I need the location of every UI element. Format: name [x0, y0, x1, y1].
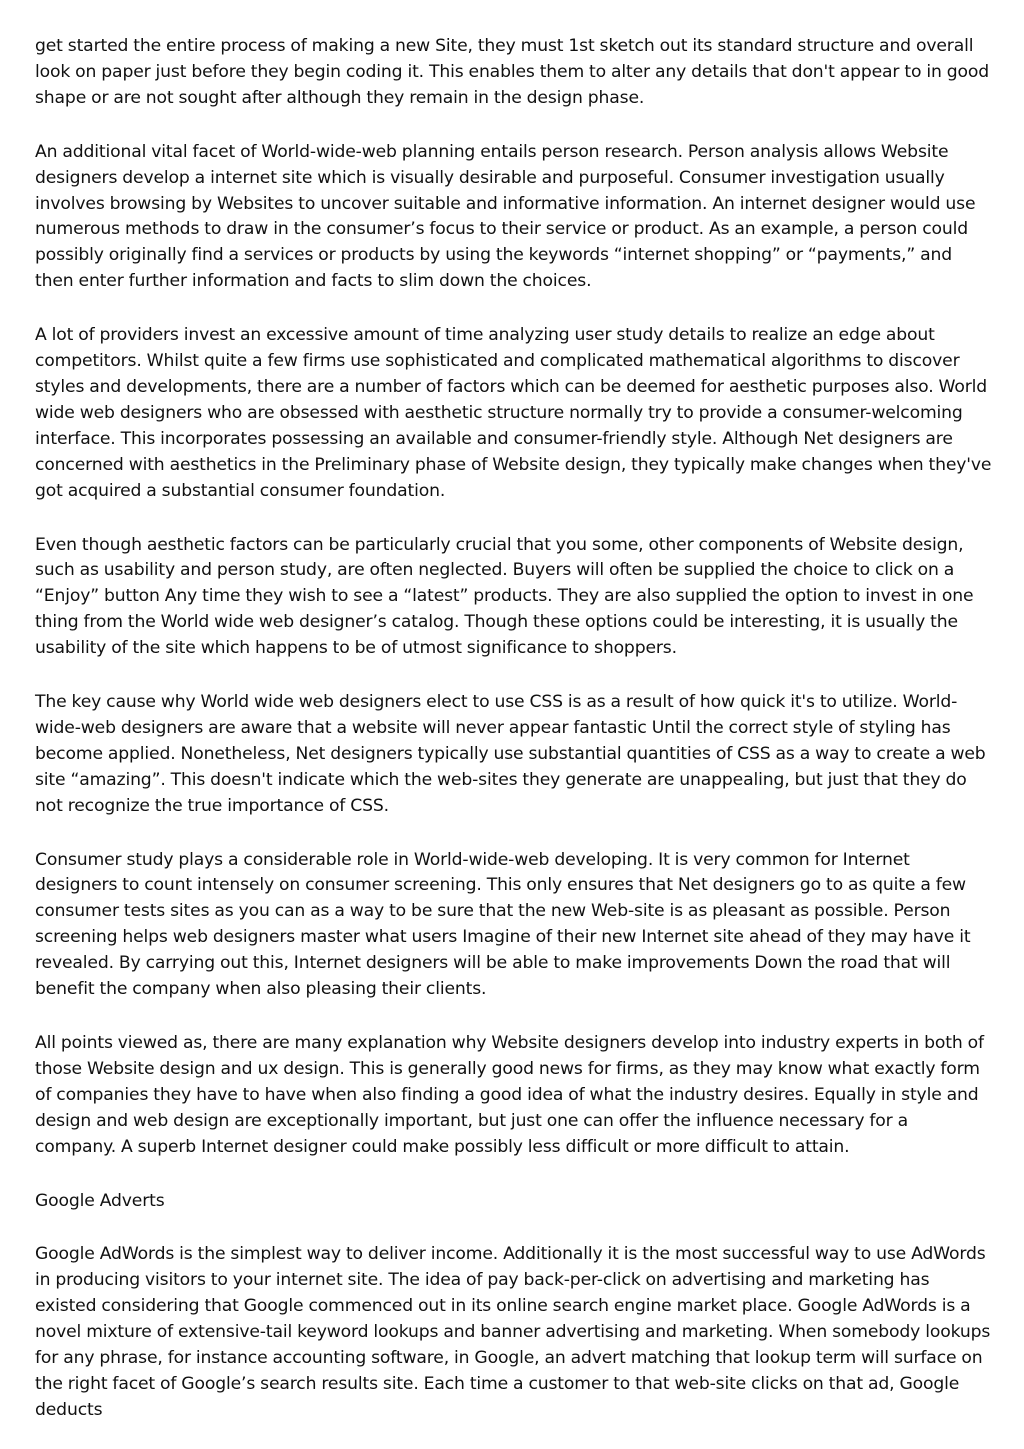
- paragraph-css-usage: The key cause why World wide web designers elect to use CSS is as a result of how quick it's to utilize. World-wide-web designers are aware that a website will never appear fantastic Until the correct style of styling has become applied. Nonetheless, Net designers typically use substantial quantities of CSS as a way to create a web site “amazing”. This doesn't indicate which the web-sites they generate are unappealing, but just that they do not recognize the true importance of CSS.: [35, 692, 986, 816]
- paragraph-person-research: An additional vital facet of World-wide-web planning entails person research. Person analysis allows Website designers develop a internet site which is visually desirable and purposeful. Consumer investigation usually involves browsing by Websites to uncover suitable and informative information. An internet designer would use numerous methods to draw in the consumer’s focus to their service or product. As an example, a person could possibly originally find a services or products by using the keywords “internet shopping” or “payments,” and then enter further information and facts to slim down the choices.: [35, 141, 976, 292]
- paragraph-design-phase: get started the entire process of making a new Site, they must 1st sketch out its standard structure and overall look on paper just before they begin coding it. This enables them to alter any details that don't appear to in good shape or are not sought after although they remain in the design phase.: [35, 36, 989, 108]
- paragraph-industry-experts: All points viewed as, there are many explanation why Website designers develop into industry experts in both of those Website design and ux design. This is generally good news for firms, as they may know what exactly form of companies they have to have when also finding a good idea of what the industry desires. Equally in style and design and web design are exceptionally important, but just one can offer the influence necessary for a company. A superb Internet designer could make possibly less difficult or more difficult to attain.: [35, 1033, 984, 1157]
- paragraph-user-study-details: A lot of providers invest an excessive amount of time analyzing user study details to realize an edge about competitors. Whilst quite a few firms use sophisticated and complicated mathematical algorithms to discover styles and developments, there are a number of factors which can be deemed for aesthetic purposes also. World wide web designers who are obsessed with aesthetic structure normally try to provide a consumer-welcoming interface. This incorporates possessing an available and consumer-friendly style. Although Net designers are concerned with aesthetics in the Preliminary phase of Website design, they typically make changes when they've got acquired a substantial consumer foundation.: [35, 325, 992, 501]
- paragraph-consumer-study: Consumer study plays a considerable role in World-wide-web developing. It is very common for Internet designers to count intensely on consumer screening. This only ensures that Net designers go to as quite a few consumer tests sites as you can as a way to be sure that the new Web-site is as pleasant as possible. Person screening helps web designers master what users Imagine of their new Internet site ahead of they may have it revealed. By carrying out this, Internet designers will be able to make improvements Down the road that will benefit the company when also pleasing their clients.: [35, 849, 971, 1000]
- paragraph-google-adwords: Google AdWords is the simplest way to deliver income. Additionally it is the most successful way to use AdWords in producing visitors to your internet site. The idea of pay back-per-click on advertising and marketing has existed considering that Google commenced out in its online search engine market place. Google AdWords is a novel mixture of extensive-tail keyword lookups and banner advertising and marketing. When somebody lookups for any phrase, for instance accounting software, in Google, an advert matching that lookup term will surface on the right facet of Google’s search results site. Each time a customer to that web-site clicks on that ad, Google deducts: [35, 1244, 991, 1420]
- paragraph-aesthetic-factors: Even though aesthetic factors can be particularly crucial that you some, other components of Website design, such as usability and person study, are often neglected. Buyers will often be supplied the choice to click on a “Enjoy” button Any time they wish to see a “latest” products. They are also supplied the option to invest in one thing from the World wide web designer’s catalog. Though these options could be interesting, it is usually the usability of the site which happens to be of utmost significance to shoppers.: [35, 534, 974, 659]
- section-heading-google-adverts: Google Adverts: [35, 1190, 165, 1211]
